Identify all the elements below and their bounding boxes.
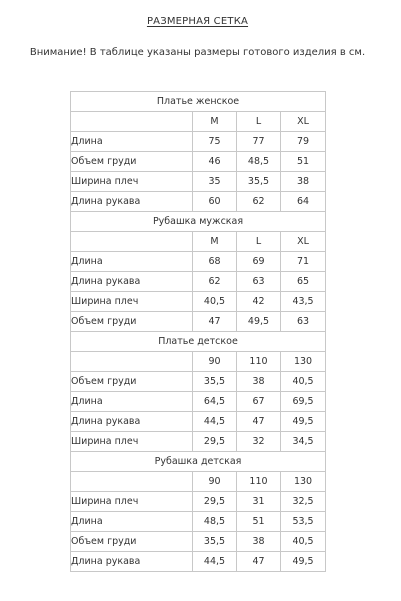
value-cell: 42: [237, 292, 281, 312]
value-cell: 75: [193, 132, 237, 152]
value-cell: 49,5: [281, 552, 326, 572]
value-cell: 47: [237, 552, 281, 572]
section-header-row: [71, 332, 326, 352]
row-label: Объем груди: [71, 152, 193, 172]
size-header-row: [71, 352, 326, 372]
section-header-row: [71, 452, 326, 472]
row-label: Длина рукава: [71, 272, 193, 292]
value-cell: 40,5: [281, 532, 326, 552]
row-label: Длина: [71, 512, 193, 532]
table-row: [71, 492, 326, 512]
table-row: [71, 552, 326, 572]
table-row: [71, 372, 326, 392]
value-cell: 29,5: [193, 492, 237, 512]
size-header-cell: XL: [281, 232, 326, 252]
value-cell: 35,5: [193, 532, 237, 552]
value-cell: 40,5: [193, 292, 237, 312]
value-cell: 35,5: [193, 372, 237, 392]
page-title: РАЗМЕРНАЯ СЕТКА: [146, 16, 249, 27]
value-cell: 44,5: [193, 552, 237, 572]
size-header-row: [71, 472, 326, 492]
row-label: Длина: [71, 132, 193, 152]
size-header-cell: 130: [281, 472, 326, 492]
row-label: Ширина плеч: [71, 432, 193, 452]
empty-header-cell: [71, 232, 193, 252]
size-header-cell: 90: [193, 352, 237, 372]
section-title: Платье женское: [71, 92, 326, 112]
row-label: Длина рукава: [71, 552, 193, 572]
size-header-cell: L: [237, 232, 281, 252]
value-cell: 47: [193, 312, 237, 332]
value-cell: 53,5: [281, 512, 326, 532]
value-cell: 63: [281, 312, 326, 332]
size-header-row: [71, 112, 326, 132]
table-row: [71, 192, 326, 212]
row-label: Длина: [71, 252, 193, 272]
value-cell: 71: [281, 252, 326, 272]
value-cell: 35,5: [237, 172, 281, 192]
value-cell: 62: [193, 272, 237, 292]
row-label: Объем груди: [71, 372, 193, 392]
value-cell: 32,5: [281, 492, 326, 512]
value-cell: 63: [237, 272, 281, 292]
section-header-row: [71, 212, 326, 232]
row-label: Длина: [71, 392, 193, 412]
row-label: Ширина плеч: [71, 172, 193, 192]
value-cell: 29,5: [193, 432, 237, 452]
size-table: [70, 91, 326, 572]
value-cell: 31: [237, 492, 281, 512]
value-cell: 62: [237, 192, 281, 212]
size-header-cell: 110: [237, 472, 281, 492]
value-cell: 77: [237, 132, 281, 152]
table-row: [71, 292, 326, 312]
size-header-cell: 90: [193, 472, 237, 492]
size-header-cell: 130: [281, 352, 326, 372]
section-title: Рубашка детская: [71, 452, 326, 472]
value-cell: 38: [237, 372, 281, 392]
value-cell: 79: [281, 132, 326, 152]
row-label: Ширина плеч: [71, 292, 193, 312]
table-row: [71, 152, 326, 172]
value-cell: 64: [281, 192, 326, 212]
value-cell: 49,5: [237, 312, 281, 332]
size-header-cell: M: [193, 232, 237, 252]
table-row: [71, 512, 326, 532]
value-cell: 40,5: [281, 372, 326, 392]
size-header-row: [71, 232, 326, 252]
value-cell: 69: [237, 252, 281, 272]
row-label: Ширина плеч: [71, 492, 193, 512]
table-row: [71, 412, 326, 432]
size-note: Внимание! В таблице указаны размеры готового изделия в см.: [29, 47, 366, 58]
row-label: Длина рукава: [71, 412, 193, 432]
value-cell: 46: [193, 152, 237, 172]
value-cell: 68: [193, 252, 237, 272]
size-header-cell: M: [193, 112, 237, 132]
value-cell: 67: [237, 392, 281, 412]
value-cell: 38: [237, 532, 281, 552]
value-cell: 60: [193, 192, 237, 212]
size-header-cell: XL: [281, 112, 326, 132]
value-cell: 49,5: [281, 412, 326, 432]
size-header-cell: 110: [237, 352, 281, 372]
size-header-cell: L: [237, 112, 281, 132]
empty-header-cell: [71, 352, 193, 372]
row-label: Объем груди: [71, 312, 193, 332]
section-title: Рубашка мужская: [71, 212, 326, 232]
empty-header-cell: [71, 112, 193, 132]
value-cell: 44,5: [193, 412, 237, 432]
value-cell: 34,5: [281, 432, 326, 452]
value-cell: 51: [281, 152, 326, 172]
row-label: Объем груди: [71, 532, 193, 552]
table-row: [71, 132, 326, 152]
value-cell: 64,5: [193, 392, 237, 412]
table-row: [71, 252, 326, 272]
value-cell: 69,5: [281, 392, 326, 412]
table-row: [71, 272, 326, 292]
table-row: [71, 172, 326, 192]
table-row: [71, 432, 326, 452]
section-title: Платье детское: [71, 332, 326, 352]
value-cell: 48,5: [237, 152, 281, 172]
section-header-row: [71, 92, 326, 112]
value-cell: 43,5: [281, 292, 326, 312]
value-cell: 51: [237, 512, 281, 532]
empty-header-cell: [71, 472, 193, 492]
value-cell: 32: [237, 432, 281, 452]
table-row: [71, 392, 326, 412]
value-cell: 48,5: [193, 512, 237, 532]
value-cell: 35: [193, 172, 237, 192]
table-row: [71, 312, 326, 332]
table-row: [71, 532, 326, 552]
value-cell: 38: [281, 172, 326, 192]
row-label: Длина рукава: [71, 192, 193, 212]
value-cell: 65: [281, 272, 326, 292]
value-cell: 47: [237, 412, 281, 432]
